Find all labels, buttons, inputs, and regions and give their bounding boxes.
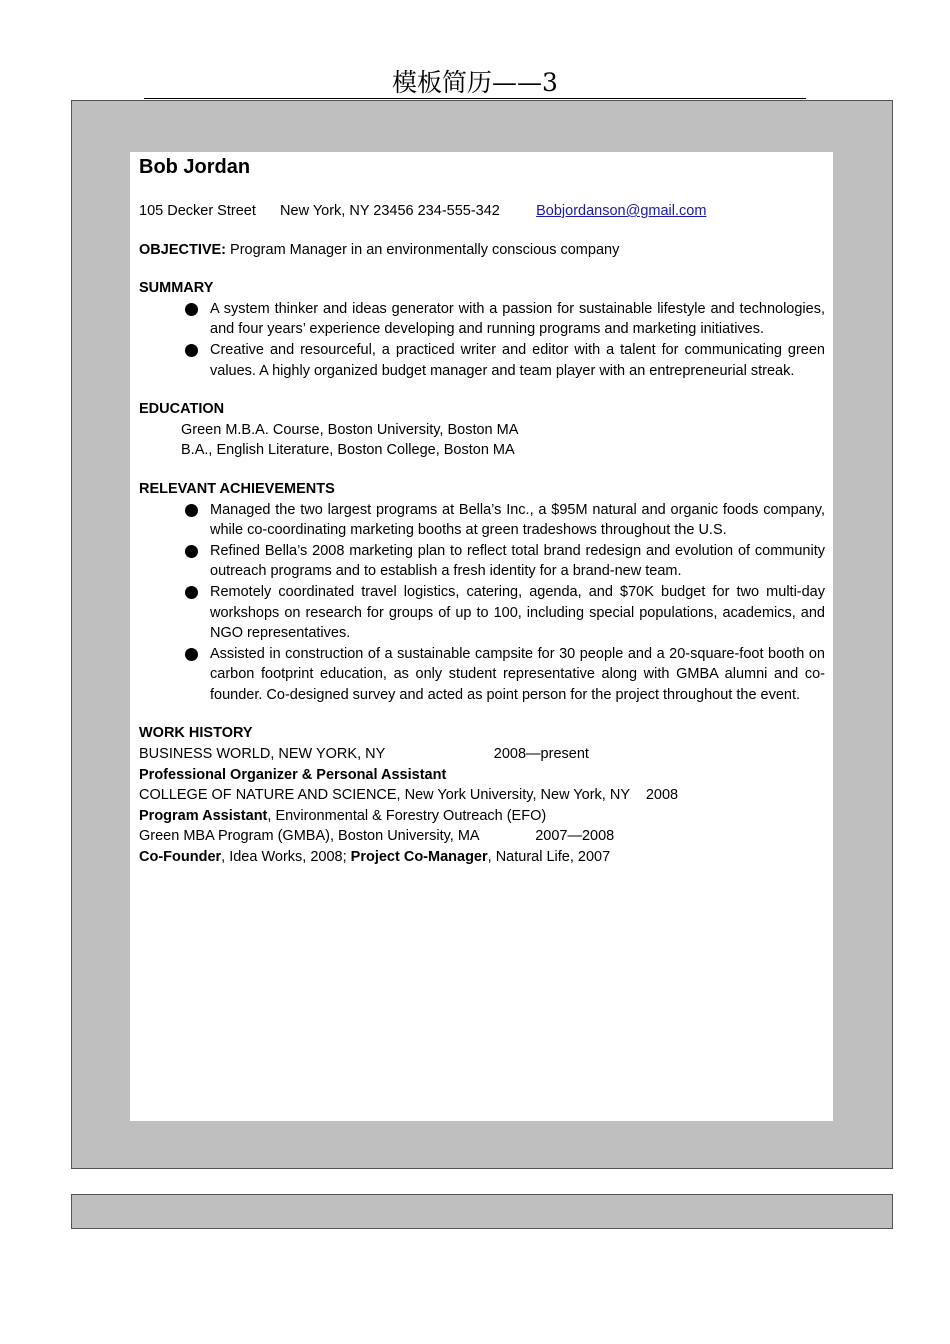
work-employer: BUSINESS WORLD, NEW YORK, NY	[139, 746, 386, 763]
work-dates: 2008	[645, 787, 679, 804]
work-role-title: Program Assistant	[139, 807, 268, 824]
work-employer-line	[139, 744, 825, 765]
list-item	[210, 340, 825, 381]
list-item	[210, 541, 825, 582]
work-employer-line	[139, 785, 825, 806]
list-item	[210, 582, 825, 644]
work-role: Professional Organizer & Personal Assistant	[139, 766, 447, 783]
summary-list	[139, 299, 825, 381]
education-heading: EDUCATION	[139, 401, 225, 418]
list-item	[210, 500, 825, 541]
work-role-line	[139, 847, 825, 868]
list-item	[210, 644, 825, 706]
work-employer: Green MBA Program (GMBA), Boston University, MA	[139, 828, 479, 845]
education-item: B.A., English Literature, Boston College, Boston MA	[181, 442, 515, 459]
work-role-title: Co-Founder	[139, 849, 222, 866]
work-role-detail: , Natural Life, 2007	[487, 849, 611, 866]
bullet-icon	[185, 344, 198, 357]
resume-name: Bob Jordan	[139, 156, 251, 178]
title-underline	[144, 98, 806, 99]
list-item-text: Managed the two largest programs at Bella’s Inc., a $95M natural and organic foods company, while co-coordinating marketing booths at green tradeshows throughout the U.S.	[210, 501, 825, 539]
bullet-icon	[185, 545, 198, 558]
resume-body	[139, 152, 825, 868]
achievements-heading: RELEVANT ACHIEVEMENTS	[139, 480, 335, 497]
work-role-line	[139, 806, 825, 827]
work-role-detail: , Idea Works, 2008;	[221, 849, 351, 866]
work-history-heading: WORK HISTORY	[139, 725, 253, 742]
list-item-text: Creative and resourceful, a practiced writer and editor with a talent for communicating green values. A highly organized budget manager and team player with an entrepreneurial streak.	[210, 341, 825, 379]
list-item-text: Remotely coordinated travel logistics, catering, agenda, and $70K budget for two multi-day workshops on research for groups of up to 100, including special populations, academics, and NGO representatives.	[210, 583, 825, 642]
work-dates: 2007—2008	[535, 828, 615, 845]
list-item-text: A system thinker and ideas generator with a passion for sustainable lifestyle and technologies, and four years’ experience developing and running programs and marketing initiatives.	[210, 300, 825, 338]
bullet-icon	[185, 303, 198, 316]
objective-label: OBJECTIVE:	[139, 241, 227, 258]
bullet-icon	[185, 648, 198, 661]
list-item	[210, 299, 825, 340]
bullet-icon	[185, 586, 198, 599]
contact-address: 105 Decker Street	[139, 203, 256, 219]
summary-heading: SUMMARY	[139, 280, 214, 297]
work-role-detail: , Environmental & Forestry Outreach (EFO)	[267, 807, 547, 824]
work-employer-line	[139, 826, 825, 847]
email-link[interactable]: Bobjordanson@gmail.com	[536, 203, 707, 219]
list-item-text: Refined Bella’s 2008 marketing plan to reflect total brand redesign and evolution of community outreach programs and to establish a fresh identity for a brand-new team.	[210, 542, 825, 580]
bottom-gray-bar	[71, 1194, 893, 1229]
contact-line	[139, 201, 825, 222]
objective	[139, 240, 825, 261]
work-employer: COLLEGE OF NATURE AND SCIENCE, New York University, New York, NY	[139, 787, 630, 804]
list-item-text: Assisted in construction of a sustainable campsite for 30 people and a 20-square-foot booth on carbon footprint education, as only student representative along with GMBA alumni and co-founder. Co-designed survey and acted as point person for the project throughout the event.	[210, 645, 825, 703]
contact-city-phone: New York, NY 23456 234-555-342	[280, 203, 500, 219]
achievements-list	[139, 500, 825, 706]
bullet-icon	[185, 504, 198, 517]
work-dates: 2008—present	[493, 746, 589, 763]
document-title: 模板简历——3	[392, 68, 558, 97]
education-item: Green M.B.A. Course, Boston University, Boston MA	[181, 421, 519, 438]
work-role-title: Project Co-Manager	[350, 849, 488, 866]
objective-text: Program Manager in an environmentally conscious company	[226, 241, 620, 258]
